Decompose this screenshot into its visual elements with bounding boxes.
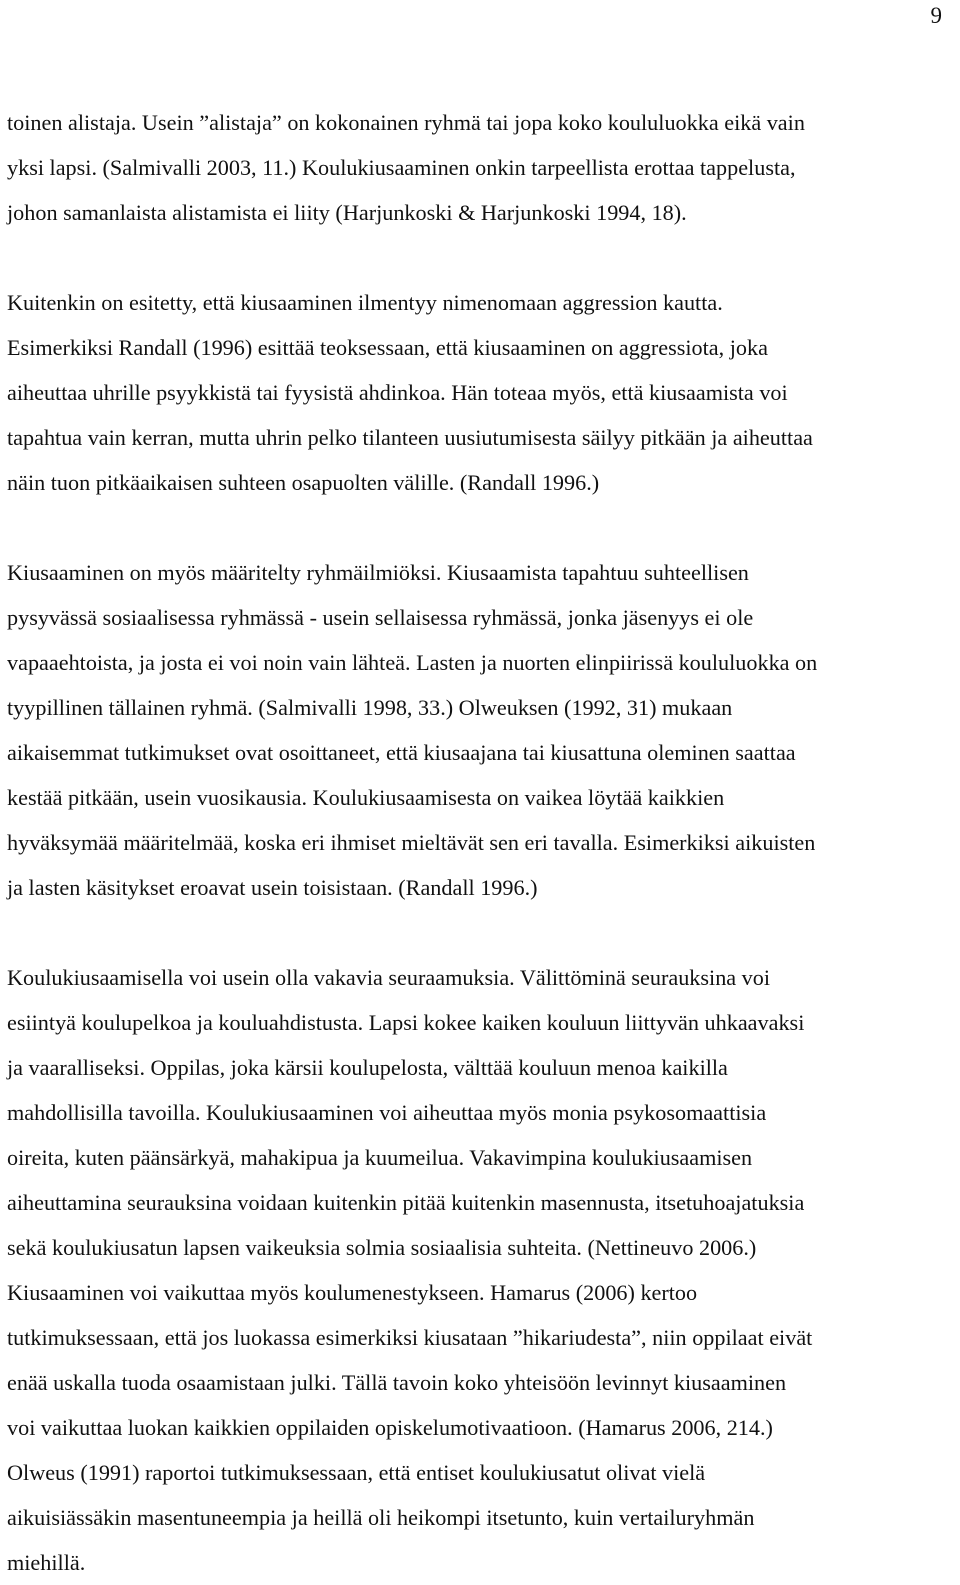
text-line: aiheuttaa uhrille psyykkistä tai fyysistä ahdinkoa. Hän toteaa myös, että kiusaamista voi	[7, 380, 788, 405]
paragraph-spacer	[7, 505, 955, 550]
paragraph-4	[7, 955, 955, 1585]
text-line: enää uskalla tuoda osaamistaan julki. Tällä tavoin koko yhteisöön levinnyt kiusaaminen	[7, 1370, 787, 1395]
text-line: Kuitenkin on esitetty, että kiusaaminen ilmentyy nimenomaan aggression kautta.	[7, 290, 723, 315]
paragraph-3	[7, 550, 955, 910]
text-line: vapaaehtoista, ja josta ei voi noin vain lähteä. Lasten ja nuorten elinpiirissä koululuokka on	[7, 650, 818, 675]
text-line: Esimerkiksi Randall (1996) esittää teoksessaan, että kiusaaminen on aggressiota, joka	[7, 335, 768, 360]
document-body	[7, 100, 955, 1585]
text-line: esiintyä koulupelkoa ja kouluahdistusta. Lapsi kokee kaiken kouluun liittyvän uhkaavaksi	[7, 1010, 805, 1035]
text-line: tapahtua vain kerran, mutta uhrin pelko tilanteen uusiutumisesta säilyy pitkään ja aiheuttaa	[7, 425, 813, 450]
text-line: aikaisemmat tutkimukset ovat osoittaneet, että kiusaajana tai kiusattuna oleminen saattaa	[7, 740, 796, 765]
text-line: näin tuon pitkäaikaisen suhteen osapuolten välille. (Randall 1996.)	[7, 470, 600, 495]
text-line: pysyvässä sosiaalisessa ryhmässä - usein sellaisessa ryhmässä, jonka jäsenyys ei ole	[7, 605, 754, 630]
paragraph-1	[7, 100, 955, 235]
text-line: tyypillinen tällainen ryhmä. (Salmivalli 1998, 33.) Olweuksen (1992, 31) mukaan	[7, 695, 733, 720]
text-line: kestää pitkään, usein vuosikausia. Koulukiusaamisesta on vaikea löytää kaikkien	[7, 785, 725, 810]
text-line: Kiusaaminen voi vaikuttaa myös koulumenestykseen. Hamarus (2006) kertoo	[7, 1280, 698, 1305]
text-line: ja vaaralliseksi. Oppilas, joka kärsii koulupelosta, välttää kouluun menoa kaikilla	[7, 1055, 728, 1080]
paragraph-2	[7, 280, 955, 505]
page-number: 9	[930, 3, 942, 28]
text-line: Koulukiusaamisella voi usein olla vakavia seuraamuksia. Välittöminä seurauksina voi	[7, 965, 771, 990]
text-line: Kiusaaminen on myös määritelty ryhmäilmiöksi. Kiusaamista tapahtuu suhteellisen	[7, 560, 749, 585]
text-line: sekä koulukiusatun lapsen vaikeuksia solmia sosiaalisia suhteita. (Nettineuvo 2006.)	[7, 1235, 757, 1260]
text-line: voi vaikuttaa luokan kaikkien oppilaiden opiskelumotivaatioon. (Hamarus 2006, 214.)	[7, 1415, 773, 1440]
text-line: Olweus (1991) raportoi tutkimuksessaan, että entiset koulukiusatut olivat vielä	[7, 1460, 706, 1485]
text-line: miehillä.	[7, 1550, 86, 1575]
text-line: tutkimuksessaan, että jos luokassa esimerkiksi kiusataan ”hikariudesta”, niin oppilaat eivät	[7, 1325, 813, 1350]
paragraph-spacer	[7, 910, 955, 955]
text-line: mahdollisilla tavoilla. Koulukiusaaminen voi aiheuttaa myös monia psykosomaattisia	[7, 1100, 767, 1125]
paragraph-spacer	[7, 235, 955, 280]
text-line: hyväksymää määritelmää, koska eri ihmiset mieltävät sen eri tavalla. Esimerkiksi aikuisten	[7, 830, 816, 855]
text-line: aiheuttamina seurauksina voidaan kuitenkin pitää kuitenkin masennusta, itsetuhoajatuksia	[7, 1190, 805, 1215]
text-line: ja lasten käsitykset eroavat usein toisistaan. (Randall 1996.)	[7, 875, 538, 900]
text-line: toinen alistaja. Usein ”alistaja” on kokonainen ryhmä tai jopa koko koululuokka eikä vain	[7, 110, 805, 135]
text-line: oireita, kuten päänsärkyä, mahakipua ja kuumeilua. Vakavimpina koulukiusaamisen	[7, 1145, 753, 1170]
text-line: aikuisiässäkin masentuneempia ja heillä oli heikompi itsetunto, kuin vertailuryhmän	[7, 1505, 755, 1530]
text-line: yksi lapsi. (Salmivalli 2003, 11.) Koulukiusaaminen onkin tarpeellista erottaa tappelusta,	[7, 155, 796, 180]
text-line: johon samanlaista alistamista ei liity (Harjunkoski & Harjunkoski 1994, 18).	[7, 200, 687, 225]
